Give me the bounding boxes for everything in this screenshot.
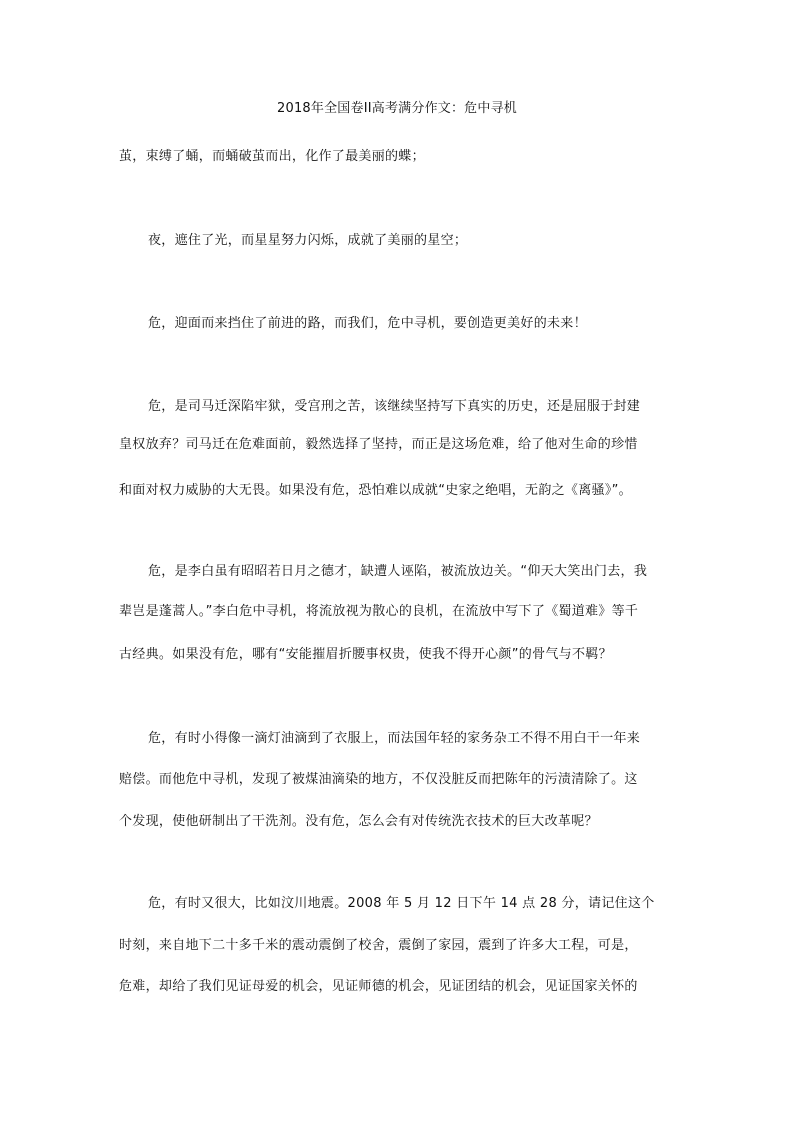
text-line: 和面对权力威胁的大无畏。如果没有危，恐怕难以成就“史家之绝唱，无韵之《离骚》”。 [119, 483, 632, 498]
text-line: 辈岂是蓬蒿人。”李白危中寻机，将流放视为散心的良机，在流放中写下了《蜀道难》等千 [119, 604, 639, 619]
text-line: 夜，遮住了光，而星星努力闪烁，成就了美丽的星空； [148, 233, 468, 248]
text-line: 茧，束缚了蛹，而蛹破茧而出，化作了最美丽的蝶； [119, 149, 425, 164]
text-line: 危，迎面而来挡住了前进的路，而我们，危中寻机，要创造更美好的未来！ [148, 316, 587, 331]
text-line: 皇权放弃？司马迁在危难面前，毅然选择了坚持，而正是这场危难，给了他对生命的珍惜 [119, 437, 638, 452]
text-line: 危，是司马迁深陷牢狱，受宫刑之苦，该继续坚持写下真实的历史，还是屈服于封建 [148, 399, 641, 414]
text-line: 赔偿。而他危中寻机，发现了被煤油滴染的地方，不仅没脏反而把陈年的污渍清除了。这 [119, 772, 638, 787]
text-line: 古经典。如果没有危，哪有“安能摧眉折腰事权贵，使我不得开心颜”的骨气与不羁？ [119, 647, 612, 662]
text-line: 危，有时又很大，比如汶川地震。2008 年 5 月 12 日下午 14 点 28 分，请记住这个 [148, 896, 655, 911]
text-line: 危，有时小得像一滴灯油滴到了衣服上，而法国年轻的家务杂工不得不用白干一年来 [148, 731, 641, 746]
text-line: 时刻，来自地下二十多千米的震动震倒了校舍，震倒了家园，震到了许多大工程，可是， [119, 938, 638, 953]
text-line: 个发现，使他研制出了干洗剂。没有危，怎么会有对传统洗衣技术的巨大改革呢？ [119, 814, 598, 829]
document-title: 2018年全国卷II高考满分作文：危中寻机 [277, 101, 517, 116]
text-line: 危，是李白虽有昭昭若日月之德才，缺遭人诬陷，被流放边关。“仰天大笑出门去，我 [148, 564, 648, 579]
text-line: 危难，却给了我们见证母爱的机会，见证师德的机会，见证团结的机会，见证国家关怀的 [119, 979, 638, 994]
